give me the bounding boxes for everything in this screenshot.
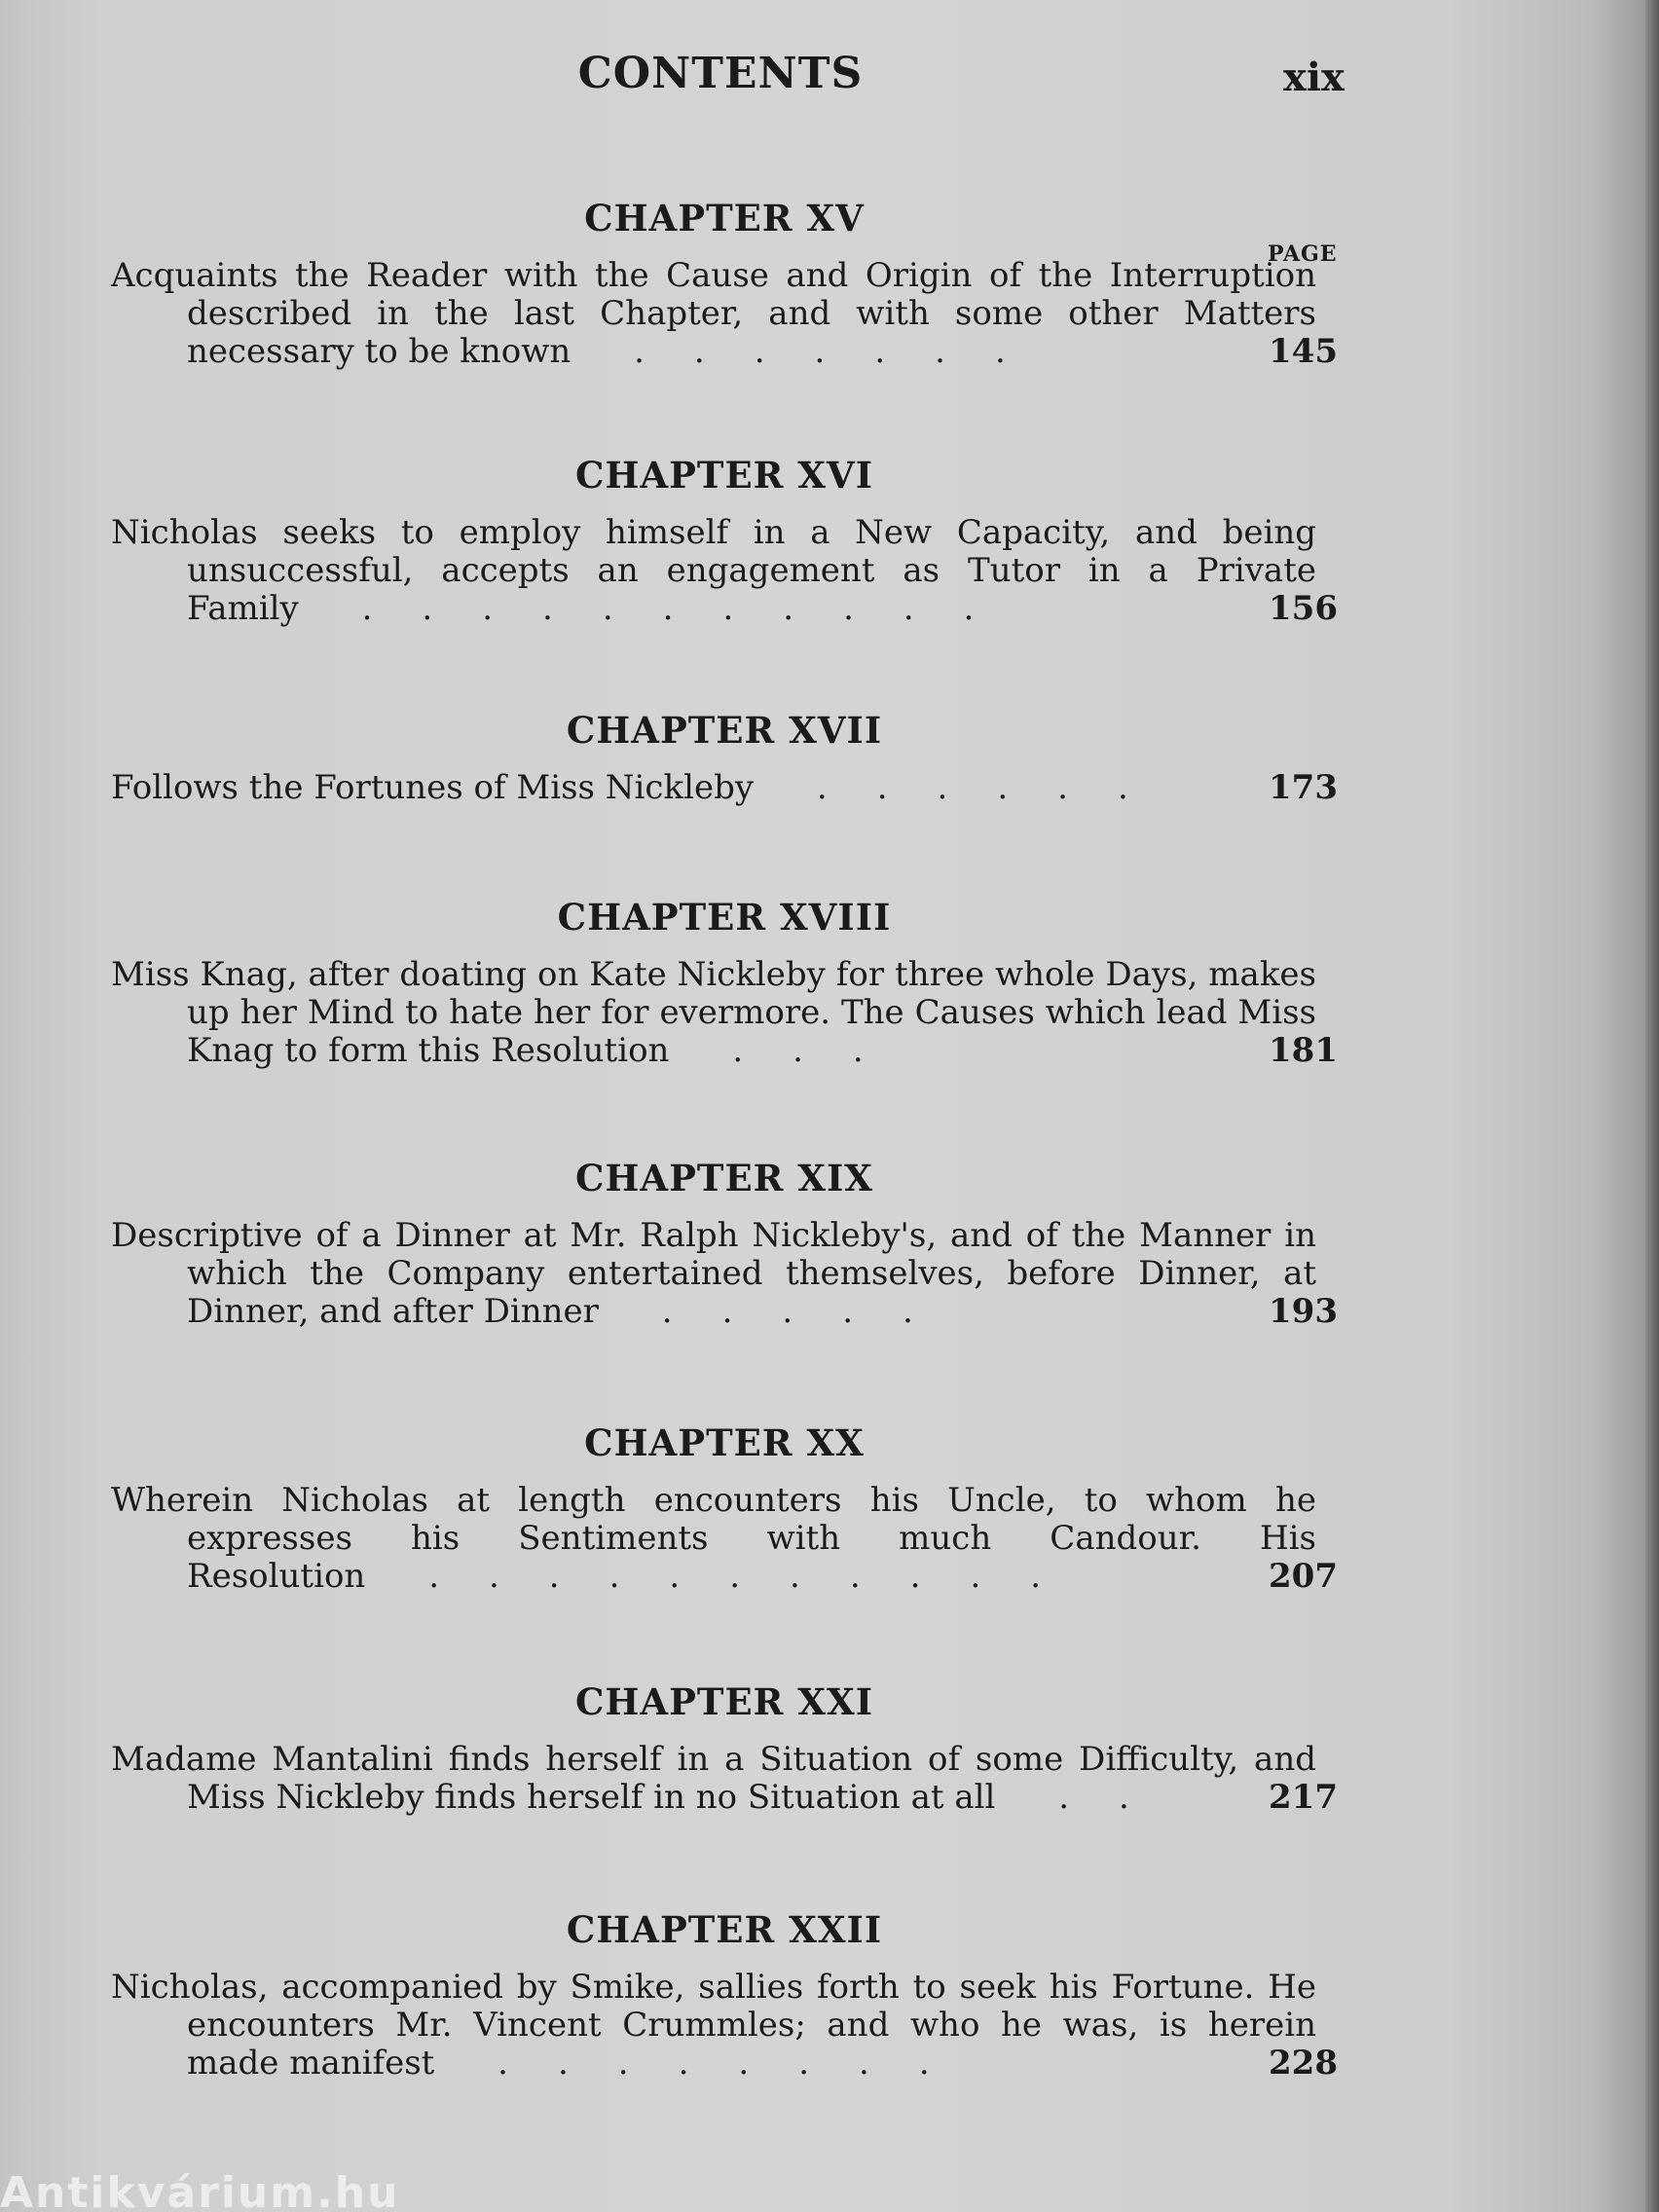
toc-entry xyxy=(111,769,1338,807)
dot-leader: . . . . . . . . . . . xyxy=(428,1557,1042,1596)
chapter-entry-xviii xyxy=(111,898,1338,1070)
toc-entry xyxy=(111,1482,1338,1596)
watermark-logo: Antikvárium.hu xyxy=(0,2168,400,2212)
toc-entry xyxy=(111,257,1338,371)
chapter-summary xyxy=(111,1969,1316,2083)
summary-text: Wherein Nicholas at length encounters his Uncle, to whom he expresses his Sentiments with much Candour. His Resolution xyxy=(111,1481,1316,1596)
dot-leader: . . . xyxy=(732,1031,864,1070)
dot-leader: . . . . . . . . xyxy=(498,2044,930,2083)
chapter-entry-xx xyxy=(111,1423,1338,1596)
toc-entry xyxy=(111,1969,1338,2083)
chapter-heading: CHAPTER XXI xyxy=(574,1680,874,1723)
chapter-page-number: 145 xyxy=(1269,332,1338,371)
page-number: xix xyxy=(1283,55,1345,100)
chapter-summary xyxy=(111,769,1316,807)
summary-text: Nicholas, accompanied by Smike, sallies forth to seek his Fortune. He encounters Mr. Vincent Crummles; and who he was, is herein made manifest xyxy=(111,1968,1316,2083)
chapter-summary xyxy=(111,514,1316,628)
toc-entry xyxy=(111,1217,1338,1331)
toc-entry xyxy=(111,1741,1338,1817)
summary-text: Nicholas seeks to employ himself in a New Capacity, and being unsuccessful, accepts an engagement as Tutor in a Private Family xyxy=(111,513,1316,628)
chapter-page-number: 181 xyxy=(1269,1031,1338,1070)
running-title: CONTENTS xyxy=(577,49,864,98)
chapter-entry-xvi xyxy=(111,456,1338,628)
chapter-heading: CHAPTER XX xyxy=(584,1421,865,1464)
chapter-page-number: 193 xyxy=(1269,1292,1338,1331)
chapter-entry-xvii xyxy=(111,711,1338,807)
chapter-page-number: 173 xyxy=(1269,768,1338,807)
chapter-page-number: 217 xyxy=(1269,1778,1338,1817)
summary-text: Madame Mantalini finds herself in a Situation of some Difficulty, and Miss Nickleby finds herself in no Situation at all xyxy=(111,1740,1316,1817)
chapter-summary xyxy=(111,257,1316,371)
chapter-page-number: 207 xyxy=(1269,1557,1338,1596)
dot-leader: . . . . . xyxy=(661,1292,913,1331)
dot-leader: . . . . . . xyxy=(816,768,1128,807)
chapter-heading: CHAPTER XVIII xyxy=(557,896,892,939)
chapter-summary xyxy=(111,1741,1316,1817)
chapter-heading: CHAPTER XIX xyxy=(574,1157,874,1199)
page-column-label: PAGE xyxy=(1268,241,1338,267)
summary-text: Acquaints the Reader with the Cause and Origin of the Interruption described in the last Chapter, and with some other Matters necessary to be known xyxy=(111,256,1316,371)
chapter-summary xyxy=(111,1482,1316,1596)
toc-entry xyxy=(111,514,1338,628)
summary-text: Follows the Fortunes of Miss Nickleby xyxy=(111,768,755,807)
dot-leader: . . xyxy=(1058,1778,1129,1817)
chapter-entry-xxi xyxy=(111,1682,1338,1817)
summary-text: Miss Knag, after doating on Kate Nickleby for three whole Days, makes up her Mind to hate her for evermore. The Causes which lead Miss Knag to form this Resolution xyxy=(111,955,1316,1070)
chapter-heading: CHAPTER XXII xyxy=(566,1908,883,1951)
chapter-entry-xv xyxy=(111,199,1338,371)
dot-leader: . . . . . . . . . . . xyxy=(361,589,975,628)
chapter-page-number: 228 xyxy=(1269,2044,1338,2083)
summary-text: Descriptive of a Dinner at Mr. Ralph Nickleby's, and of the Manner in which the Company entertained themselves, before Dinner, at Dinner, and after Dinner xyxy=(111,1216,1316,1331)
chapter-entry-xix xyxy=(111,1159,1338,1331)
chapter-summary xyxy=(111,956,1316,1070)
chapter-heading: CHAPTER XV xyxy=(584,197,865,240)
page-edge xyxy=(1645,0,1659,2212)
chapter-heading: CHAPTER XVII xyxy=(566,709,883,752)
chapter-heading: CHAPTER XVI xyxy=(574,454,874,497)
dot-leader: . . . . . . . xyxy=(634,332,1006,371)
chapter-page-number: 156 xyxy=(1269,589,1338,628)
chapter-entry-xxii xyxy=(111,1910,1338,2083)
toc-entry xyxy=(111,956,1338,1070)
chapter-summary xyxy=(111,1217,1316,1331)
